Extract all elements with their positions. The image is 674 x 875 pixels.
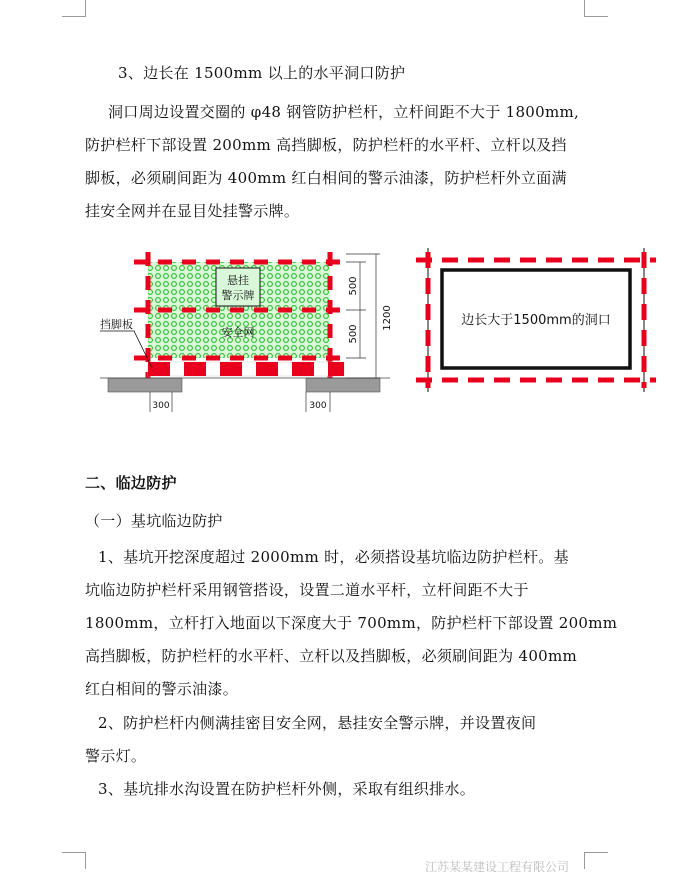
crop-mark-top-right-v <box>584 0 585 16</box>
dimension-300-left: 300 <box>152 401 170 411</box>
ground-left <box>108 378 182 392</box>
warning-sign-label-1: 悬挂 <box>227 274 249 287</box>
paragraph-line: 脚板，必须刷间距为 400mm 红白相间的警示油漆，防护栏杆外立面满 <box>85 169 567 187</box>
warning-sign-label-2: 警示牌 <box>221 289 255 302</box>
paragraph-line: 洞口周边设置交圈的 φ48 钢管防护栏杆，立杆间距不大于 1800mm, <box>108 103 580 121</box>
section-3-heading: 3、边长在 1500mm 以上的水平洞口防护 <box>118 64 406 82</box>
hole-label: 边长大于1500mm的洞口 <box>461 313 611 328</box>
toe-board-label: 挡脚板 <box>100 318 133 331</box>
page-footer: 江苏某某建设工程有限公司 <box>425 860 570 874</box>
crop-mark-top-left-h <box>62 16 86 17</box>
paragraph-line: 3、基坑排水沟设置在防护栏杆外侧，采取有组织排水。 <box>98 780 476 798</box>
dimension-1200: 1200 <box>382 305 393 331</box>
dimension-500-bottom: 500 <box>348 324 359 344</box>
hole-plan-figure <box>412 244 660 394</box>
paragraph-line: 坑临边防护栏杆采用钢管搭设，设置二道水平杆，立杆间距不大于 <box>85 581 529 599</box>
crop-mark-bottom-left-h <box>62 852 86 853</box>
paragraph-line: 红白相间的警示油漆。 <box>85 680 239 698</box>
paragraph-line: 防护栏杆下部设置 200mm 高挡脚板，防护栏杆的水平杆、立杆以及挡 <box>85 136 567 154</box>
safety-net-label: 安全网 <box>221 326 255 339</box>
paragraph-line: 1、基坑开挖深度超过 2000mm 时，必须搭设基坑临边防护栏杆。基 <box>98 548 569 566</box>
paragraph-line: 高挡脚板，防护栏杆的水平杆、立杆以及挡脚板，必须刷间距为 400mm <box>85 647 578 665</box>
paragraph-line: 1800mm，立杆打入地面以下深度大于 700mm，防护栏杆下部设置 200mm <box>85 614 618 632</box>
crop-mark-bottom-right-v <box>584 852 585 869</box>
paragraph-line: 挂安全网并在显目处挂警示牌。 <box>85 202 300 220</box>
paragraph-line: 警示灯。 <box>85 747 147 765</box>
paragraph-line: 2、防护栏杆内侧满挂密目安全网，悬挂安全警示牌，并设置夜间 <box>98 714 537 732</box>
section-edge-subheading: （一）基坑临边防护 <box>85 512 223 530</box>
ground-right <box>306 378 380 392</box>
dimension-500-top: 500 <box>348 276 359 296</box>
section-edge-heading: 二、临边防护 <box>85 474 177 492</box>
dimension-300-right: 300 <box>309 401 327 411</box>
toe-board <box>148 362 344 376</box>
railing-elevation-figure <box>90 240 400 416</box>
crop-mark-top-left-v <box>85 0 86 16</box>
crop-mark-bottom-right-h <box>584 852 608 853</box>
crop-mark-top-right-h <box>584 16 608 17</box>
crop-mark-bottom-left-v <box>85 852 86 869</box>
